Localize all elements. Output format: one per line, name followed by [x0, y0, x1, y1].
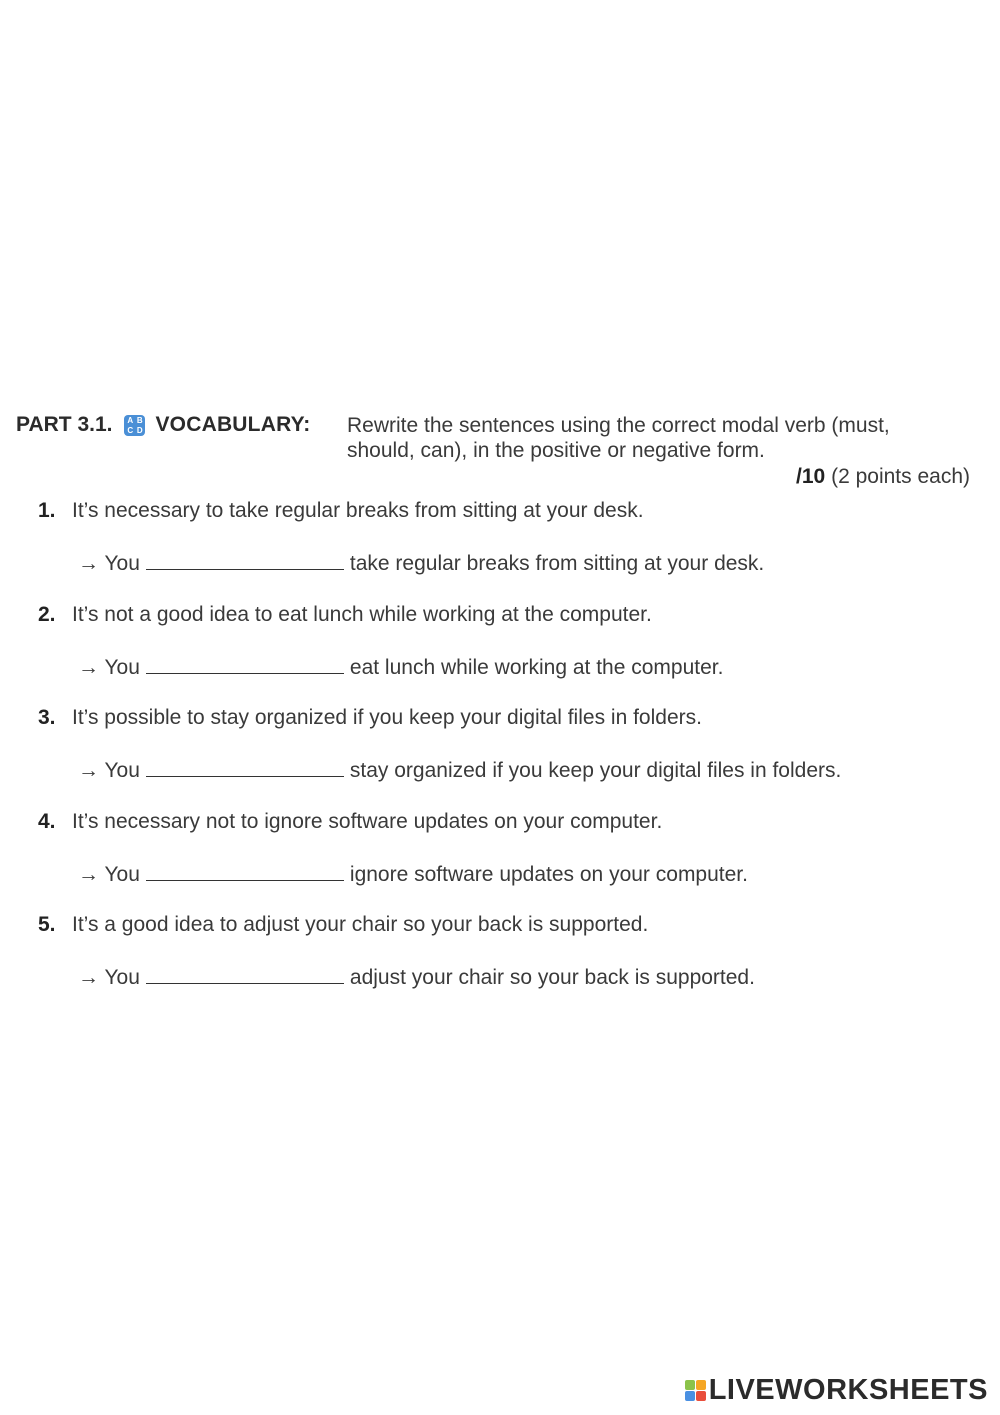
abcd-icon [124, 415, 145, 436]
answer-blank[interactable] [146, 965, 344, 984]
logo-icon-square [685, 1380, 695, 1390]
abcd-icon-letter: D [136, 425, 143, 435]
answer-prefix: → You [78, 552, 140, 575]
answer-suffix: take regular breaks from sitting at your desk. [349, 552, 765, 575]
answer-prefix: → You [78, 655, 140, 679]
answer-suffix: eat lunch while working at the computer. [349, 655, 724, 679]
logo-icon-square [696, 1391, 706, 1401]
question-text: It’s necessary not to ignore software updates on your computer. [72, 809, 663, 833]
score-note: (2 points each) [831, 465, 970, 488]
answer-suffix: adjust your chair so your back is supported. [349, 966, 755, 989]
liveworksheets-logo [685, 1375, 988, 1405]
item-number: 3. [38, 706, 56, 729]
exercise-item [38, 810, 978, 914]
answer-prefix: → You [78, 759, 140, 782]
part-title [16, 413, 311, 437]
exercise-list [38, 499, 978, 1017]
answer-line [78, 551, 764, 576]
question-text: It’s not a good idea to eat lunch while working at the computer. [72, 602, 652, 626]
answer-prefix: → You [78, 966, 140, 989]
question-line [38, 810, 662, 834]
abcd-icon-letter: C [127, 425, 134, 435]
item-number: 5. [38, 913, 56, 936]
exercise-item [38, 913, 978, 1017]
question-line [38, 603, 652, 627]
answer-blank[interactable] [146, 655, 344, 674]
question-text: It’s necessary to take regular breaks from sitting at your desk. [72, 499, 644, 522]
answer-prefix: → You [78, 862, 140, 886]
answer-line [78, 965, 755, 990]
section-title: VOCABULARY: [155, 413, 311, 436]
logo-text: LIVEWORKSHEETS [708, 1373, 988, 1406]
answer-blank[interactable] [146, 551, 344, 570]
answer-suffix: stay organized if you keep your digital files in folders. [349, 759, 842, 782]
item-number: 2. [38, 602, 56, 626]
instructions-text: Rewrite the sentences using the correct modal verb (must, should, can), in the positive or negative form. [347, 414, 890, 462]
part-number: PART 3.1. [16, 413, 113, 436]
question-line [38, 913, 648, 937]
answer-line [78, 862, 748, 887]
answer-line [78, 758, 841, 783]
exercise-item [38, 603, 978, 707]
logo-icon [685, 1380, 706, 1401]
answer-line [78, 655, 723, 680]
exercise-item [38, 499, 978, 603]
question-line [38, 499, 644, 523]
question-line [38, 706, 702, 730]
item-number: 4. [38, 809, 56, 833]
answer-blank[interactable] [146, 862, 344, 881]
answer-blank[interactable] [146, 758, 344, 777]
logo-icon-square [685, 1391, 695, 1401]
answer-suffix: ignore software updates on your computer. [349, 862, 748, 886]
score-total: /10 [796, 465, 826, 488]
question-text: It’s a good idea to adjust your chair so your back is supported. [72, 913, 649, 936]
question-text: It’s possible to stay organized if you keep your digital files in folders. [72, 706, 702, 729]
logo-icon-square [696, 1380, 706, 1390]
abcd-icon-letter: B [136, 415, 143, 425]
item-number: 1. [38, 499, 56, 522]
score-line [796, 465, 970, 489]
exercise-item [38, 706, 978, 810]
abcd-icon-letter: A [127, 415, 134, 425]
